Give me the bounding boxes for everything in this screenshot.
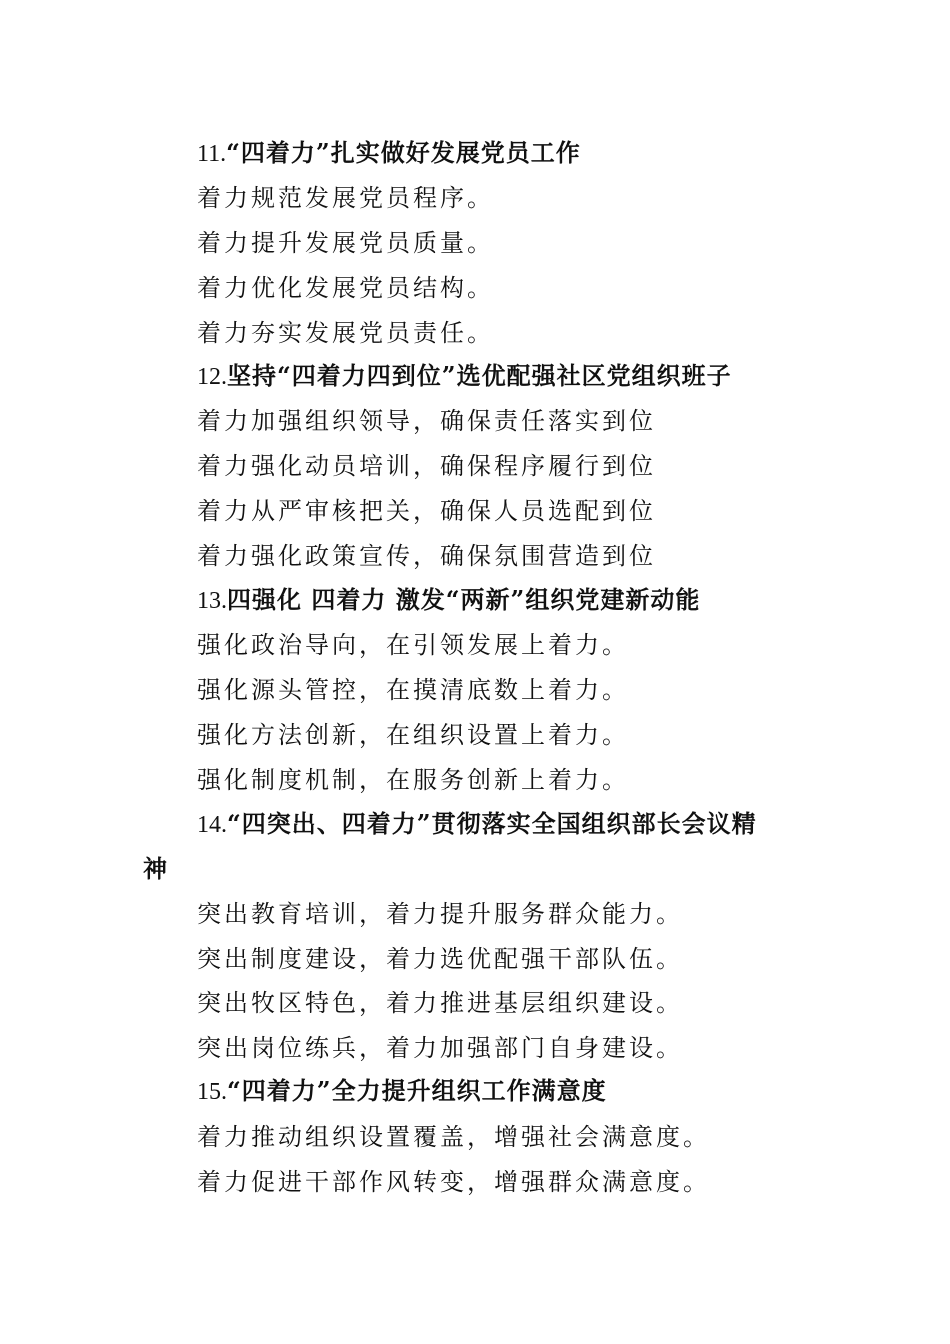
- list-item: 着力推动组织设置覆盖，增强社会满意度。: [197, 1123, 710, 1151]
- list-item: 着力加强组织领导，确保责任落实到位: [197, 407, 656, 435]
- section-14-heading: [197, 802, 757, 846]
- list-item: 强化制度机制，在服务创新上着力。: [197, 766, 629, 794]
- list-item: 着力促进干部作风转变，增强群众满意度。: [197, 1168, 710, 1196]
- section-title: “四突出、四着力”贯彻落实全国组织部长会议精: [227, 809, 757, 838]
- list-item: 突出教育培训，着力提升服务群众能力。: [197, 900, 683, 928]
- section-12-heading: [197, 354, 732, 398]
- section-number: 12.: [197, 364, 227, 390]
- section-15-heading: [197, 1069, 607, 1113]
- section-title: 坚持“四着力四到位”选优配强社区党组织班子: [227, 361, 732, 390]
- section-number: 11.: [197, 141, 227, 167]
- list-item: 突出牧区特色，着力推进基层组织建设。: [197, 989, 683, 1017]
- section-number: 14.: [197, 812, 227, 838]
- list-item: 着力规范发展党员程序。: [197, 184, 494, 212]
- list-item: 强化政治导向，在引领发展上着力。: [197, 631, 629, 659]
- section-number: 15.: [197, 1079, 227, 1105]
- list-item: 着力从严审核把关，确保人员选配到位: [197, 497, 656, 525]
- list-item: 强化方法创新，在组织设置上着力。: [197, 721, 629, 749]
- section-11-heading: [197, 131, 581, 175]
- section-number: 13.: [197, 588, 227, 614]
- section-14-heading-continuation: 神: [143, 854, 168, 883]
- section-title: “四着力”扎实做好发展党员工作: [226, 138, 581, 167]
- list-item: 强化源头管控，在摸清底数上着力。: [197, 676, 629, 704]
- list-item: 着力强化动员培训，确保程序履行到位: [197, 452, 656, 480]
- list-item: 着力提升发展党员质量。: [197, 229, 494, 257]
- section-13-heading: [197, 578, 700, 622]
- list-item: 突出岗位练兵，着力加强部门自身建设。: [197, 1034, 683, 1062]
- section-title: “四着力”全力提升组织工作满意度: [227, 1076, 607, 1105]
- section-title: 四强化 四着力 激发“两新”组织党建新动能: [227, 585, 701, 614]
- list-item: 着力夯实发展党员责任。: [197, 319, 494, 347]
- list-item: 着力优化发展党员结构。: [197, 274, 494, 302]
- list-item: 着力强化政策宣传，确保氛围营造到位: [197, 542, 656, 570]
- list-item: 突出制度建设，着力选优配强干部队伍。: [197, 945, 683, 973]
